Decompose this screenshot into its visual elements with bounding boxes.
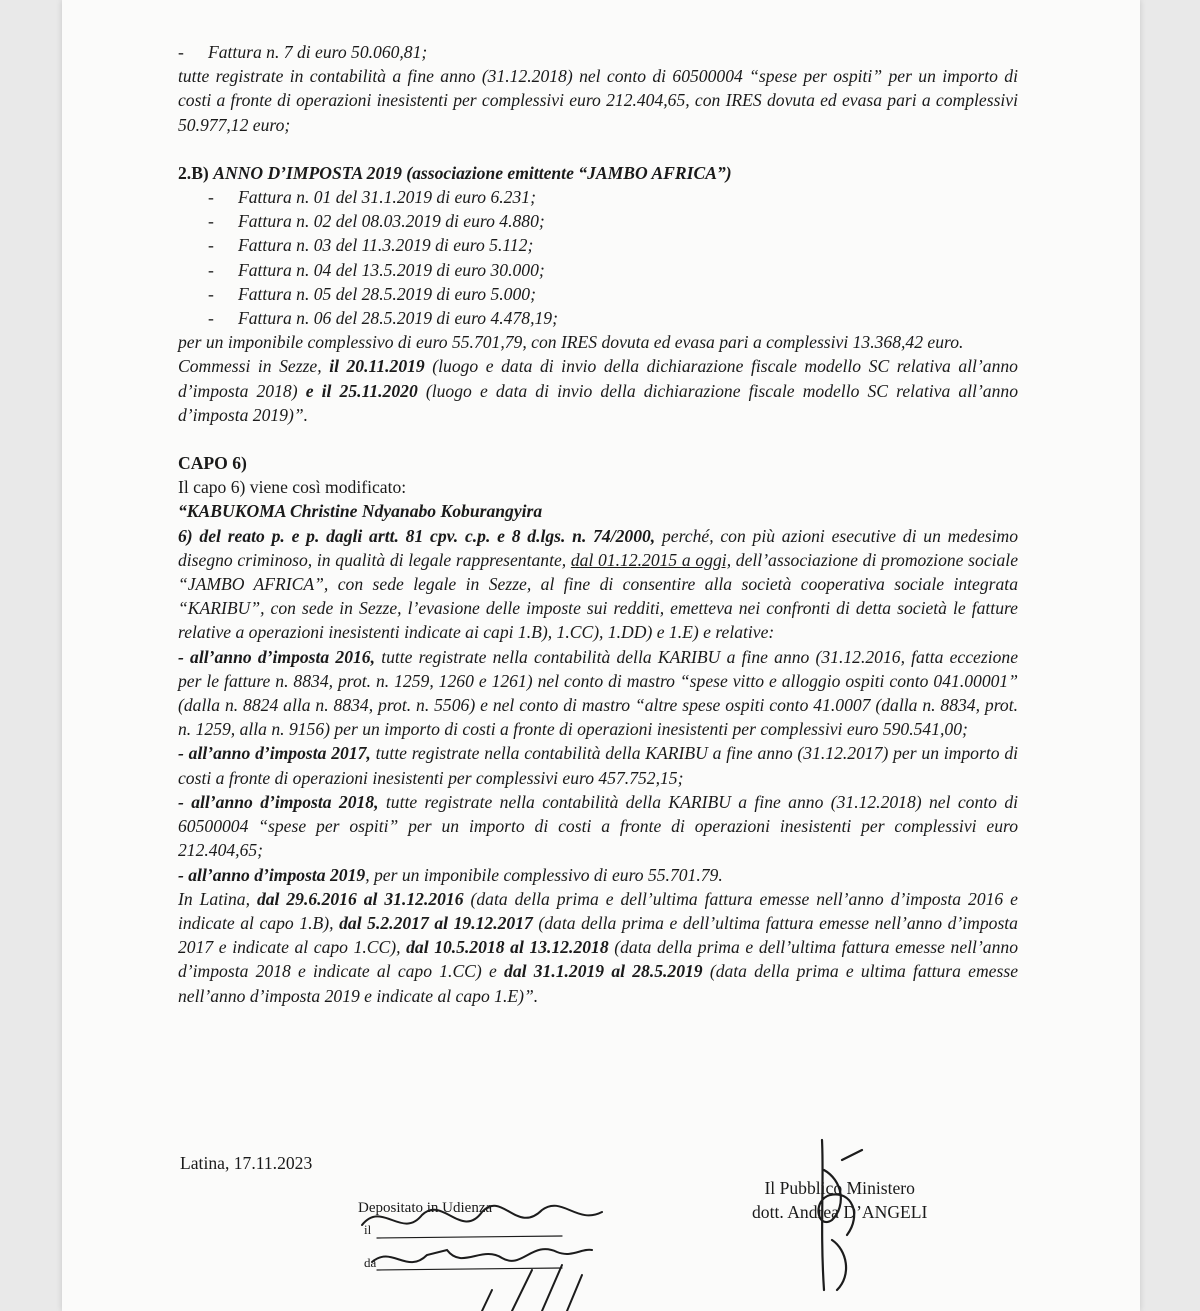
paragraph-year-2019: - all’anno d’imposta 2019, per un imponibile complessivo di euro 55.701.79.	[178, 864, 723, 885]
document-date: Latina, 17.11.2023	[180, 1153, 313, 1173]
invoice-item: - Fattura n. 03 del 11.3.2019 di euro 5.112;	[208, 233, 1018, 257]
capo-heading: CAPO 6)	[178, 453, 247, 474]
stamp-line-il	[377, 1236, 562, 1238]
paragraph-latina-dates: In Latina, dal 29.6.2016 al 31.12.2016 (data della prima e dell’ultima fattura emesse nell’anno d’imposta 2016 e indicate al capo 1.B), dal 5.2.2017 al 19.12.2017 (data della prima e dell’ultima fattura emesse nell’anno d’imposta 2017 e indicate al capo 1.CC), dal 10.5.2018 al 13.12.2018 (data della prima e dell’ultima fattura emesse nell’anno d’imposta 2018 e indicate al capo 1.CC) e dal 31.1.2019 al 28.5.2019 (data della prima e ultima fattura emesse nell’anno d’imposta 2019 e indicate al capo 1.E)”.	[178, 888, 1018, 1006]
clerk-signature	[362, 1206, 602, 1225]
paragraph-charge: 6) del reato p. e p. dagli artt. 81 cpv. c.p. e 8 d.lgs. n. 74/2000, perché, con più azioni esecutive di un medesimo disegno criminoso, in qualità di legale rappresentante, dal 01.12.2015 a oggi, dell’associazione di promozione sociale “JAMBO AFRICA”, con sede legale in Sezze, al fine di consentire alla società cooperativa sociale integrata “KARIBU”, con sede in Sezze, l’evasione delle imposte sui redditi, emetteva nei confronti di detta società le fatture relative a operazioni inesistenti indicate ai capi 1.B), 1.CC), 1.DD) e 1.E) e relative:	[178, 525, 1019, 643]
court-stamp-title: Depositato in Udienza	[358, 1200, 493, 1216]
court-stamp-da-label: da	[364, 1255, 377, 1270]
capo-intro: Il capo 6) viene così modificato:	[178, 477, 407, 498]
prosecutor-title: Il Pubblico Ministero	[764, 1178, 915, 1198]
section-2b-heading: 2.B) ANNO D’IMPOSTA 2019 (associazione emittente “JAMBO AFRICA”)	[178, 162, 732, 183]
stamp-line-da	[377, 1268, 562, 1270]
defendant-name: “KABUKOMA Christine Ndyanabo Koburangyira	[178, 501, 543, 522]
paragraph-year-2018: - all’anno d’imposta 2018, tutte registrate nella contabilità della KARIBU a fine anno (31.12.2018) nel conto di 60500004 “spese per ospiti” per un importo di costi a fronte di operazioni inesistenti per complessivi euro 212.404,65;	[178, 791, 1019, 861]
document-page	[62, 0, 1140, 1311]
invoice-item: - Fattura n. 04 del 13.5.2019 di euro 30.000;	[208, 258, 1018, 282]
paragraph-committed-sezze: Commessi in Sezze, il 20.11.2019 (luogo e data di invio della dichiarazione fiscale modello SC relativa all’anno d’imposta 2018) e il 25.11.2020 (luogo e data di invio della dichiarazione fiscale modello SC relativa all’anno d’imposta 2019)”.	[178, 356, 1018, 425]
paragraph-year-2017: - all’anno d’imposta 2017, tutte registrate nella contabilità della KARIBU a fine anno (31.12.2017) per un importo di costi a fronte di operazioni inesistenti per complessivi euro 457.752,15;	[178, 743, 1019, 788]
invoice-item: - Fattura n. 06 del 28.5.2019 di euro 4.478,19;	[208, 306, 1018, 330]
document-body	[178, 40, 1018, 1008]
prosecutor-signature-block	[752, 1176, 927, 1224]
court-stamp-il-label: il	[364, 1222, 372, 1237]
invoice-item: - Fattura n. 01 del 31.1.2019 di euro 6.231;	[208, 185, 1018, 209]
clerk-signature-date	[372, 1249, 592, 1262]
paragraph-registered-2018: tutte registrate in contabilità a fine anno (31.12.2018) nel conto di 60500004 “spese per ospiti” per un importo di costi a fronte di operazioni inesistenti per complessivi euro 212.404,65, con IRES dovuta ed evasa pari a complessivi 50.977,12 euro;	[178, 66, 1018, 135]
invoice-list-2019	[178, 185, 1018, 330]
invoice-item: - Fattura n. 7 di euro 50.060,81;	[178, 40, 1018, 64]
paragraph-year-2016: - all’anno d’imposta 2016, tutte registrate nella contabilità della KARIBU a fine anno (31.12.2016, fatta eccezione per le fatture n. 8834, prot. n. 1259, 1260 e 1261) nel conto di mastro “spese vitto e alloggio ospiti conto 041.00001” (dalla n. 8824 alla n. 8834, prot. n. 5506) e nel conto di mastro “altre spese ospiti conto 41.0007 (dalla n. 8834, prot. n. 1259, alla n. 9156) per un importo di costi a fronte di operazioni inesistenti per complessivi euro 590.541,00;	[178, 646, 1018, 740]
invoice-item: - Fattura n. 02 del 08.03.2019 di euro 4.880;	[208, 209, 1018, 233]
clerk-signature-tail	[482, 1265, 582, 1311]
invoice-item: - Fattura n. 05 del 28.5.2019 di euro 5.000;	[208, 282, 1018, 306]
prosecutor-name: dott. Andrea D’ANGELI	[752, 1202, 928, 1222]
paragraph-taxable-2019: per un imponibile complessivo di euro 55.701,79, con IRES dovuta ed evasa pari a complessivi 13.368,42 euro.	[178, 332, 964, 353]
prosecutor-signature	[818, 1140, 862, 1290]
